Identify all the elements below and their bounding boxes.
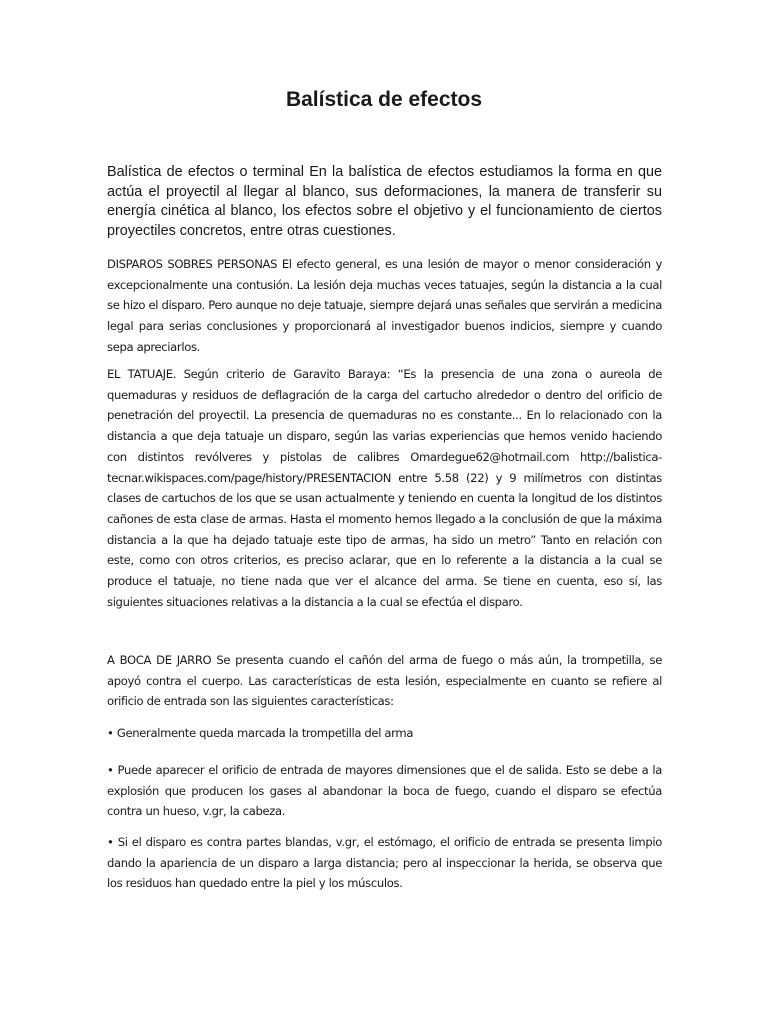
paragraph-lead: EL TATUAJE. <box>107 367 177 381</box>
paragraph-lead: DISPAROS SOBRES PERSONAS <box>107 257 278 271</box>
paragraph-disparos <box>107 254 662 358</box>
bullet-item: • Si el disparo es contra partes blandas, v.gr, el estómago, el orificio de entrada se presenta limpio dando la apariencia de un disparo a larga distancia; pero al inspeccionar la herida, se observa que los residuos han quedado entre la piel y los músculos. <box>107 835 662 891</box>
intro-paragraph: Balística de efectos o terminal En la balística de efectos estudiamos la forma en que actúa el proyectil al llegar al blanco, sus deformaciones, la manera de transferir su energía cinética al blanco, los efectos sobre el objetivo y el funcionamiento de ciertos proyectiles concretos, entre otras cuestiones. <box>107 164 662 239</box>
document-title: Balística de efectos <box>285 88 483 111</box>
paragraph-text: Se presenta cuando el cañón del arma de fuego o más aún, la trompetilla, se apoyó contra el cuerpo. Las características de esta lesión, especialmente en cuanto se refiere al orificio de entrada son las siguientes características: <box>107 653 662 709</box>
bullet-item: • Generalmente queda marcada la trompetilla del arma <box>107 726 414 740</box>
bullet-item: • Puede aparecer el orificio de entrada de mayores dimensiones que el de salida. Esto se debe a la explosión que producen los gases al abandonar la boca de fuego, cuando el disparo se efectúa contra un hueso, v.gr, la cabeza. <box>107 763 662 819</box>
paragraph-text: Según criterio de Garavito Baraya: “Es la presencia de una zona o aureola de quemaduras y residuos de deflagración de la carga del cartucho alrededor o dentro del orificio de penetración del proyectil. La presencia de quemaduras no es constante... En lo relacionado con la distancia a que deja tatuaje un disparo, según las varias experiencias que hemos venido haciendo con distintos revólveres y pistolas de calibres Omardegue62@hotmail.com http://balistica-tecnar.wikispaces.com/page/history/PRESENTACION entre 5.58 (22) y 9 milímetros con distintas clases de cartuchos de los que se usan actualmente y teniendo en cuenta la longitud de los distintos cañones de esta clase de armas. Hasta el momento hemos llegado a la conclusión de que la máxima distancia a la que ha dejado tatuaje este tipo de armas, ha sido un metro” Tanto en relación con este, como con otros criterios, es preciso aclarar, que en lo referente a la distancia a la cual se produce el tatuaje, no tiene nada que ver el alcance del arma. Se tiene en cuenta, eso sí, las siguientes situaciones relativas a la distancia a la cual se efectúa el disparo. <box>107 367 662 609</box>
paragraph-lead: A BOCA DE JARRO <box>107 653 212 667</box>
paragraph-text: El efecto general, es una lesión de mayor o menor consideración y excepcionalmente una contusión. La lesión deja muchas veces tatuajes, según la distancia a la cual se hizo el disparo. Pero aunque no deje tatuaje, siempre dejará unas señales que servirán a medicina legal para serias conclusiones y proporcionará al investigador buenos indicios, siempre y cuando sepa apreciarlos. <box>107 257 662 354</box>
paragraph-boca-de-jarro <box>107 650 662 712</box>
paragraph-tatuaje <box>107 364 662 612</box>
